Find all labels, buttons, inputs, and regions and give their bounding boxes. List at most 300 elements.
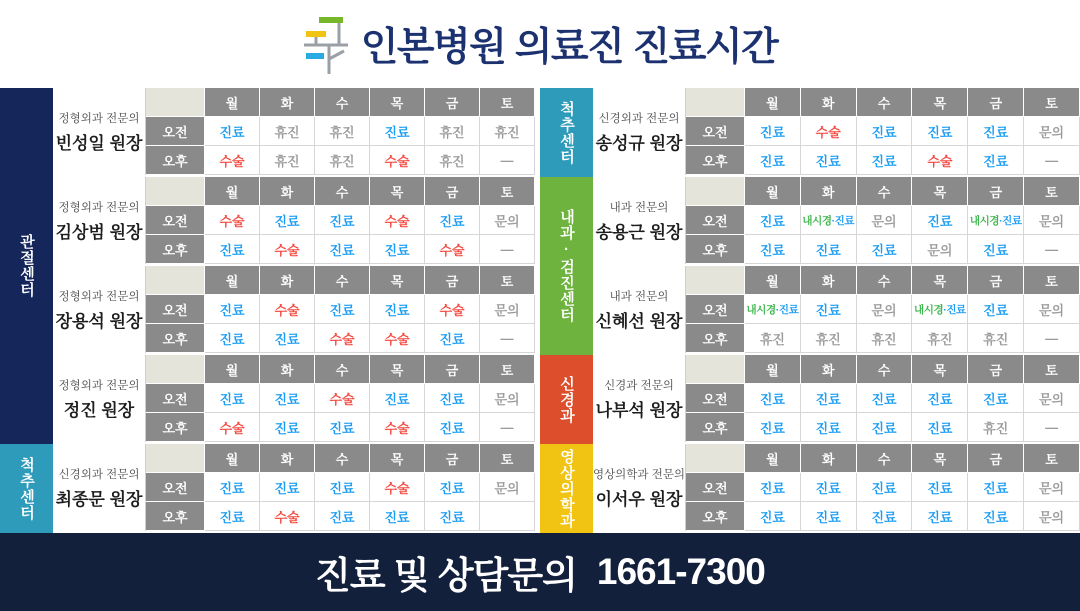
- category-label: [0, 88, 53, 444]
- day-header-sat: 토: [1024, 177, 1080, 206]
- schedule-cell-am-fri: [425, 473, 480, 502]
- schedule-cell-pm-mon: [745, 146, 801, 175]
- schedule-value: —: [500, 241, 514, 257]
- schedule-value: 진료: [219, 124, 245, 140]
- schedule-value: 진료: [219, 331, 245, 347]
- schedule-value: 진료: [871, 509, 897, 525]
- schedule-cell-pm-fri: [425, 413, 480, 442]
- schedule-cell-pm-thu: [912, 502, 968, 531]
- schedule-cell-pm-sat: [480, 413, 535, 442]
- schedule-value: 진료: [219, 302, 245, 318]
- schedule-cell-am-tue: [260, 295, 315, 324]
- schedule-cell-pm-mon: [205, 502, 260, 531]
- schedule-cell-pm-thu: [912, 413, 968, 442]
- schedule-value: —: [500, 330, 514, 346]
- schedule-value: 휴진: [274, 124, 300, 140]
- schedule-value: 진료: [759, 420, 785, 436]
- doctor-cell: [593, 444, 686, 531]
- schedule-grid: [686, 355, 1080, 442]
- schedule-grid: [686, 266, 1080, 353]
- schedule-value: 수술: [384, 331, 410, 347]
- schedule-cell-pm-sat: [1024, 413, 1080, 442]
- schedule-value: 수술: [219, 420, 245, 436]
- am-row-label: 오전: [146, 473, 205, 502]
- pm-row-label: 오후: [686, 502, 745, 531]
- schedule-value-secondary: ·진료: [831, 214, 855, 227]
- schedule-cell-pm-fri: [968, 324, 1024, 353]
- schedule-value: 진료: [871, 391, 897, 407]
- schedule-value: 진료: [815, 420, 841, 436]
- schedule-value: 진료: [871, 124, 897, 140]
- doctor-name: 최종문 원장: [55, 489, 143, 509]
- schedule-value: 내시경: [802, 214, 832, 227]
- schedule-value: 진료: [329, 242, 355, 258]
- doctor-cell: [53, 88, 146, 175]
- schedule-cell-am-mon: [745, 117, 801, 146]
- am-row-label: 오전: [686, 473, 745, 502]
- schedule-cell-pm-fri: [968, 235, 1024, 264]
- footer-label: 진료 및 상담문의: [315, 555, 577, 596]
- schedule-value: 진료: [983, 302, 1009, 318]
- schedule-value: 진료: [983, 242, 1009, 258]
- schedule-value: 진료: [384, 124, 410, 140]
- schedule-value: 문의: [494, 213, 520, 229]
- schedule-cell-am-tue: [801, 206, 857, 235]
- schedule-value: 진료: [927, 480, 953, 496]
- day-header-fri: 금: [968, 355, 1024, 384]
- day-header-mon: 월: [745, 266, 801, 295]
- schedule-cell-am-sat: [480, 295, 535, 324]
- category-label-text: 관절센터: [18, 234, 35, 298]
- am-row-label: 오전: [686, 117, 745, 146]
- schedule-cell-am-wed: [315, 206, 370, 235]
- category-label-text: 영상의학과: [558, 448, 575, 529]
- schedule-cell-am-sat: [1024, 295, 1080, 324]
- pm-row-label: 오후: [146, 502, 205, 531]
- schedule-value: 진료: [871, 420, 897, 436]
- schedule-value: 문의: [494, 480, 520, 496]
- day-header-wed: 수: [315, 266, 370, 295]
- schedule-cell-am-sat: [1024, 384, 1080, 413]
- day-header-thu: 목: [912, 266, 968, 295]
- schedule-cell-am-fri: [968, 473, 1024, 502]
- schedule-cell-am-thu: [912, 117, 968, 146]
- schedule-value: 진료: [439, 213, 465, 229]
- schedule-cell-am-mon: [205, 473, 260, 502]
- day-header-fri: 금: [968, 177, 1024, 206]
- schedule-value: 휴진: [983, 331, 1009, 347]
- doctor-schedule-block: [53, 444, 535, 533]
- doctor-cell: [593, 177, 686, 264]
- category-label-text: 척추센터: [18, 456, 35, 521]
- corner-cell: [686, 88, 745, 117]
- schedule-cell-am-wed: [857, 295, 913, 324]
- schedule-value: 진료: [384, 509, 410, 525]
- schedule-cell-pm-thu: [370, 146, 425, 175]
- footer-phone-number: 1661-7300: [596, 551, 765, 592]
- schedule-value: 문의: [1039, 509, 1065, 525]
- schedule-cell-pm-thu: [912, 235, 968, 264]
- doctor-specialty: 정형외과 전문의: [58, 379, 140, 392]
- schedule-value: 진료: [219, 391, 245, 407]
- schedule-cell-am-wed: [857, 206, 913, 235]
- corner-cell: [146, 177, 205, 206]
- schedule-value: 진료: [815, 242, 841, 258]
- schedule-grid: [146, 177, 535, 264]
- page-title: 인본병원 의료진 진료시간: [360, 26, 778, 69]
- day-header-fri: 금: [968, 444, 1024, 473]
- category-label: [540, 177, 593, 355]
- day-header-mon: 월: [205, 177, 260, 206]
- schedule-value: 휴진: [927, 331, 953, 347]
- day-header-tue: 화: [801, 444, 857, 473]
- schedule-cell-pm-mon: [205, 413, 260, 442]
- schedule-cell-am-tue: [801, 473, 857, 502]
- day-header-sat: 토: [1024, 266, 1080, 295]
- day-header-wed: 수: [315, 88, 370, 117]
- schedule-value: 진료: [815, 302, 841, 318]
- schedule-cell-am-fri: [968, 384, 1024, 413]
- schedule-cell-pm-thu: [370, 502, 425, 531]
- schedule-cell-am-thu: [912, 473, 968, 502]
- am-row-label: 오전: [686, 295, 745, 324]
- schedule-cell-am-fri: [425, 206, 480, 235]
- day-header-wed: 수: [857, 355, 913, 384]
- schedule-cell-pm-wed: [315, 324, 370, 353]
- schedule-cell-pm-fri: [425, 502, 480, 531]
- pm-row-label: 오후: [146, 413, 205, 442]
- schedule-cell-am-wed: [315, 117, 370, 146]
- schedule-cell-pm-sat: [1024, 146, 1080, 175]
- schedule-value: 진료: [329, 420, 355, 436]
- schedule-value: 휴진: [329, 124, 355, 140]
- schedule-value-secondary: ·진료: [775, 303, 799, 316]
- blocks-left: [53, 88, 535, 533]
- schedule-cell-am-tue: [260, 473, 315, 502]
- schedule-value: 휴진: [494, 124, 520, 140]
- schedule-value: 진료: [384, 302, 410, 318]
- doctor-specialty: 정형외과 전문의: [58, 112, 140, 125]
- doctor-schedule-block: [593, 444, 1080, 533]
- schedule-value: 문의: [871, 302, 897, 318]
- schedule-cell-am-fri: [968, 206, 1024, 235]
- schedule-cell-pm-tue: [801, 146, 857, 175]
- schedule-cell-pm-wed: [857, 502, 913, 531]
- category-label-text: 내과·검진센터: [558, 209, 575, 323]
- schedule-grid: [686, 88, 1080, 175]
- schedule-cell-am-wed: [857, 384, 913, 413]
- schedule-value: 문의: [1039, 213, 1065, 229]
- schedule-cell-pm-sat: [480, 235, 535, 264]
- schedule-cell-am-thu: [912, 295, 968, 324]
- day-header-mon: 월: [745, 177, 801, 206]
- schedule-value: 수술: [927, 153, 953, 169]
- pm-row-label: 오후: [146, 146, 205, 175]
- schedule-cell-am-sat: [1024, 117, 1080, 146]
- schedule-cell-pm-fri: [425, 235, 480, 264]
- schedule-cell-am-thu: [370, 117, 425, 146]
- day-header-fri: 금: [425, 355, 480, 384]
- schedule-value: 진료: [274, 420, 300, 436]
- schedule-value: 수술: [439, 302, 465, 318]
- schedule-value: 진료: [384, 242, 410, 258]
- schedule-value: 수술: [329, 391, 355, 407]
- day-header-mon: 월: [205, 266, 260, 295]
- schedule-cell-am-wed: [857, 473, 913, 502]
- doctor-schedule-block: [593, 266, 1080, 355]
- category-column-left: [0, 88, 53, 533]
- schedule-cell-pm-tue: [801, 235, 857, 264]
- schedule-cell-pm-tue: [260, 413, 315, 442]
- schedule-cell-am-thu: [370, 206, 425, 235]
- schedule-value: 진료: [439, 509, 465, 525]
- corner-cell: [146, 444, 205, 473]
- day-header-wed: 수: [315, 177, 370, 206]
- schedule-cell-am-sat: [480, 206, 535, 235]
- schedule-cell-pm-mon: [745, 413, 801, 442]
- schedule-cell-am-tue: [260, 117, 315, 146]
- day-header-sat: 토: [1024, 355, 1080, 384]
- schedule-grid: [146, 444, 535, 531]
- schedule-value: 진료: [219, 480, 245, 496]
- day-header-sat: 토: [1024, 444, 1080, 473]
- schedule-cell-am-wed: [315, 295, 370, 324]
- schedule-value: 진료: [759, 213, 785, 229]
- schedule-value: 진료: [871, 480, 897, 496]
- schedule-value: 진료: [274, 480, 300, 496]
- doctor-cell: [53, 355, 146, 442]
- schedule-value: 휴진: [759, 331, 785, 347]
- doctor-specialty: 신경과 전문의: [604, 379, 674, 392]
- day-header-fri: 금: [425, 88, 480, 117]
- schedule-cell-pm-thu: [370, 235, 425, 264]
- schedule-value: 문의: [494, 302, 520, 318]
- day-header-mon: 월: [745, 88, 801, 117]
- day-header-thu: 목: [370, 355, 425, 384]
- schedule-value: —: [1045, 152, 1059, 168]
- schedule-cell-am-tue: [801, 384, 857, 413]
- schedule-value: 수술: [329, 331, 355, 347]
- schedule-cell-pm-fri: [968, 413, 1024, 442]
- schedule-cell-am-wed: [857, 117, 913, 146]
- schedule-cell-am-fri: [425, 295, 480, 324]
- schedule-cell-am-mon: [745, 295, 801, 324]
- pm-row-label: 오후: [686, 324, 745, 353]
- doctor-cell: [53, 177, 146, 264]
- pm-row-label: 오후: [686, 146, 745, 175]
- schedule-value: 진료: [329, 213, 355, 229]
- doctor-name: 빈성일 원장: [55, 133, 143, 153]
- schedule-cell-am-sat: [480, 384, 535, 413]
- schedule-cell-am-wed: [315, 473, 370, 502]
- schedule-value: 진료: [983, 124, 1009, 140]
- schedule-value: 진료: [329, 509, 355, 525]
- day-header-mon: 월: [745, 444, 801, 473]
- category-column-right: [540, 88, 593, 533]
- day-header-thu: 목: [370, 444, 425, 473]
- schedule-value: 진료: [815, 391, 841, 407]
- doctor-name: 신혜선 원장: [595, 311, 683, 331]
- schedule-cell-pm-tue: [260, 235, 315, 264]
- schedule-value: 수술: [384, 213, 410, 229]
- schedule-value: 진료: [927, 509, 953, 525]
- schedule-cell-pm-thu: [912, 324, 968, 353]
- doctor-cell: [53, 444, 146, 531]
- schedule-value: —: [1045, 241, 1059, 257]
- schedule-value: 진료: [439, 480, 465, 496]
- category-label-text: 신경과: [558, 375, 575, 424]
- day-header-thu: 목: [370, 88, 425, 117]
- schedule-cell-am-sat: [1024, 473, 1080, 502]
- blocks-right: [593, 88, 1080, 533]
- schedule-value: 진료: [927, 420, 953, 436]
- day-header-sat: 토: [480, 355, 535, 384]
- schedule-cell-am-tue: [801, 117, 857, 146]
- schedule-value: 진료: [927, 391, 953, 407]
- schedule-value: 진료: [759, 124, 785, 140]
- schedule-cell-am-mon: [745, 206, 801, 235]
- schedule-cell-pm-wed: [857, 146, 913, 175]
- schedule-value: 수술: [815, 124, 841, 140]
- schedule-value: 진료: [759, 153, 785, 169]
- schedule-value: 진료: [759, 509, 785, 525]
- doctor-specialty: 정형외과 전문의: [58, 290, 140, 303]
- schedule-value: 진료: [983, 153, 1009, 169]
- schedule-value: 내시경: [913, 303, 944, 316]
- schedule-value: 진료: [219, 509, 245, 525]
- schedule-value: 진료: [439, 391, 465, 407]
- schedule-value: 진료: [219, 242, 245, 258]
- day-header-wed: 수: [857, 177, 913, 206]
- doctor-cell: [593, 266, 686, 353]
- day-header-tue: 화: [260, 177, 315, 206]
- day-header-sat: 토: [480, 266, 535, 295]
- schedule-value: 진료: [329, 302, 355, 318]
- schedule-value: 진료: [983, 480, 1009, 496]
- schedule-value: 휴진: [274, 153, 300, 169]
- doctor-specialty: 내과 전문의: [609, 290, 669, 303]
- schedule-cell-am-tue: [260, 206, 315, 235]
- category-label-text: 척추센터: [558, 100, 575, 165]
- pm-row-label: 오후: [146, 235, 205, 264]
- doctor-specialty: 신경외과 전문의: [598, 112, 680, 125]
- schedule-value: 수술: [219, 153, 245, 169]
- schedule-value: 휴진: [871, 331, 897, 347]
- day-header-fri: 금: [425, 266, 480, 295]
- page-header: [0, 0, 1080, 88]
- day-header-sat: 토: [480, 444, 535, 473]
- doctor-specialty: 영상의학과 전문의: [592, 468, 686, 481]
- corner-cell: [686, 177, 745, 206]
- schedule-value: 수술: [274, 242, 300, 258]
- schedule-value: 진료: [815, 153, 841, 169]
- corner-cell: [686, 355, 745, 384]
- day-header-wed: 수: [857, 444, 913, 473]
- day-header-tue: 화: [260, 266, 315, 295]
- am-row-label: 오전: [146, 206, 205, 235]
- schedule-cell-pm-sat: [1024, 324, 1080, 353]
- day-header-sat: 토: [480, 177, 535, 206]
- doctor-specialty: 내과 전문의: [609, 201, 669, 214]
- day-header-fri: 금: [968, 88, 1024, 117]
- schedule-grid: [146, 266, 535, 353]
- schedule-value: —: [500, 419, 514, 435]
- schedule-cell-pm-mon: [745, 502, 801, 531]
- schedule-cell-am-thu: [370, 473, 425, 502]
- schedule-cell-pm-mon: [205, 324, 260, 353]
- doctor-specialty: 신경외과 전문의: [58, 468, 140, 481]
- schedule-cell-am-thu: [912, 206, 968, 235]
- schedule-value: 진료: [759, 391, 785, 407]
- day-header-thu: 목: [912, 444, 968, 473]
- schedule-value: 휴진: [439, 153, 465, 169]
- day-header-tue: 화: [801, 88, 857, 117]
- doctor-specialty: 정형외과 전문의: [58, 201, 140, 214]
- schedule-value: 수술: [384, 153, 410, 169]
- doctor-name: 정진 원장: [63, 400, 135, 420]
- doctor-name: 김상범 원장: [55, 222, 143, 242]
- day-header-thu: 목: [912, 177, 968, 206]
- day-header-thu: 목: [370, 177, 425, 206]
- schedule-value: 진료: [274, 331, 300, 347]
- schedule-cell-am-mon: [205, 384, 260, 413]
- schedule-cell-am-sat: [480, 117, 535, 146]
- schedule-value: 진료: [384, 391, 410, 407]
- corner-cell: [686, 266, 745, 295]
- schedule-grid: [146, 355, 535, 442]
- pm-row-label: 오후: [686, 413, 745, 442]
- day-header-fri: 금: [425, 177, 480, 206]
- corner-cell: [686, 444, 745, 473]
- schedule-value-secondary: ·진료: [943, 303, 966, 316]
- day-header-tue: 화: [260, 444, 315, 473]
- category-label: [540, 355, 593, 444]
- day-header-wed: 수: [315, 355, 370, 384]
- doctor-name: 나부석 원장: [595, 400, 683, 420]
- schedule-cell-am-thu: [912, 384, 968, 413]
- schedule-cell-pm-thu: [370, 324, 425, 353]
- am-row-label: 오전: [146, 295, 205, 324]
- schedule-value: 휴진: [983, 420, 1009, 436]
- day-header-thu: 목: [912, 355, 968, 384]
- schedule-value: 진료: [274, 213, 300, 229]
- day-header-thu: 목: [370, 266, 425, 295]
- schedule-value: 문의: [871, 213, 897, 229]
- schedule-cell-am-mon: [745, 473, 801, 502]
- schedule-value: 진료: [439, 420, 465, 436]
- schedule-value: 문의: [494, 391, 520, 407]
- pm-row-label: 오후: [686, 235, 745, 264]
- doctor-schedule-block: [593, 88, 1080, 177]
- schedule-value: 내시경: [746, 303, 776, 316]
- am-row-label: 오전: [686, 384, 745, 413]
- doctor-name: 장용석 원장: [55, 311, 143, 331]
- schedule-cell-pm-tue: [260, 324, 315, 353]
- doctor-schedule-block: [53, 266, 535, 355]
- doctor-schedule-block: [593, 355, 1080, 444]
- doctor-schedule-block: [53, 88, 535, 177]
- schedule-value: —: [1045, 330, 1059, 346]
- schedule-cell-pm-mon: [205, 235, 260, 264]
- schedule-value: 휴진: [329, 153, 355, 169]
- day-header-tue: 화: [260, 88, 315, 117]
- schedule-cell-pm-tue: [801, 502, 857, 531]
- schedule-value: 문의: [1039, 480, 1065, 496]
- schedule-table: [0, 88, 1080, 533]
- category-label: [540, 444, 593, 533]
- day-header-mon: 월: [205, 355, 260, 384]
- schedule-cell-am-thu: [370, 384, 425, 413]
